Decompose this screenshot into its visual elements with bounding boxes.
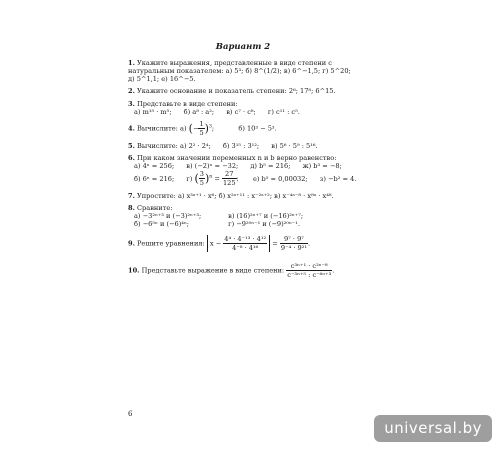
item-b: б) x²ᵃ⁺¹¹ : x⁻²ᵃ⁺²; xyxy=(218,191,273,200)
item-z: з) −b² = 4. xyxy=(319,174,357,183)
task-1 xyxy=(128,59,358,84)
item-g: г) −9²⁰ⁿ⁻¹ и (−9)²⁰ⁿ⁻¹. xyxy=(228,220,301,229)
task-text: Вычислите: xyxy=(137,141,178,150)
task-8-row-2 xyxy=(134,220,358,228)
task-8 xyxy=(128,204,358,229)
task-text: Упростите: xyxy=(137,191,176,200)
item-b: б) 3¹⁵ : 3¹²; xyxy=(222,141,260,150)
task-number: 3. xyxy=(128,99,135,108)
item-v: в) (16)²ⁿ⁺⁷ и (−16)²ⁿ⁺⁷; xyxy=(228,212,304,221)
denominator: c⁻³ⁿ⁺⁵ : c⁻⁶ⁿ⁺³ xyxy=(287,271,332,280)
fraction xyxy=(280,235,308,252)
task-text: Укажите основание и показатель степени: 2⁶; 17⁸; 6^15. xyxy=(137,87,336,96)
task-number: 6. xyxy=(128,153,135,162)
task-number: 7. xyxy=(128,191,135,200)
item-a: а) 4ⁿ = 256; xyxy=(134,161,175,170)
paren-right: ) xyxy=(204,121,209,135)
item-c: в) x⁻⁴ᵃ⁻⁸ · x⁸ᵃ · x⁴⁸. xyxy=(274,191,334,200)
task-7 xyxy=(128,192,358,200)
item-g: г) xyxy=(186,174,193,183)
item-v: в) (−2)ⁿ = −32; xyxy=(186,161,239,170)
item-e: е) b⁵ = 0,00032; xyxy=(252,174,308,183)
task-number: 8. xyxy=(128,203,135,212)
fraction: $\frac{1}{5}$ xyxy=(199,120,204,138)
numerator: c³ⁿ⁺¹ · c²ⁿ⁻⁸ xyxy=(286,262,332,271)
page-number: 6 xyxy=(128,410,133,418)
item-b: б) a⁸ : a²; xyxy=(183,107,215,116)
task-text: Укажите выражения, представленные в виде степени с натуральным показателем: а) 5³; б) 8^(1/2); в) 6^−1,5; г) 5^20; д) 5^1,1; е) 16^−5. xyxy=(128,58,351,84)
worksheet-page xyxy=(128,42,358,284)
task-text: При каком значении переменных n и b верно равенство: xyxy=(137,153,337,162)
lhs-prefix: x − xyxy=(209,239,222,248)
task-number: 9. xyxy=(128,239,135,248)
item-a: а) −3²ⁿ⁺³ и (−3)²ⁿ⁺³; xyxy=(134,212,202,221)
task-text: Представьте в виде степени: xyxy=(137,99,238,108)
task-text: Сравните: xyxy=(137,203,173,212)
task-text: Решите уравнения: xyxy=(137,239,205,248)
task-3-items xyxy=(134,108,358,116)
task-9: 9. Решите уравнения: x − $\frac{\text{4⁴ · 4⁻¹³ · 4¹²}}{\text{4⁻⁸ · 4¹⁶}}$ = $\frac{\text{9⁷ · 9⁷}}{\text{9⁻⁴ · 9²¹}}$ . xyxy=(128,234,311,252)
task-4: 4. Вычислите: а) (− $\frac{1}{5}$ )$^3$; б) 10³ − 5³. xyxy=(128,120,277,138)
task-6 xyxy=(128,154,358,188)
fraction: $\frac{27}{125}$ xyxy=(222,170,236,188)
absolute-value xyxy=(207,235,270,252)
item-b: б) 6ⁿ = 216; xyxy=(134,174,175,183)
item-a: а) xyxy=(180,124,187,133)
item-c: в) 5⁶ · 5⁹ : 5¹⁶. xyxy=(271,141,318,150)
numerator: 9⁷ · 9⁷ xyxy=(280,235,308,244)
watermark-badge: universal.by xyxy=(374,415,492,442)
task-6-row-2: б) 6ⁿ = 216; г) ( $\frac{3}{5}$ )$^n$ = $\frac{27}{125}$ ; е) b⁵ = 0,00032; з) −b² = 4. xyxy=(134,170,357,188)
task-5 xyxy=(128,142,358,150)
variant-title: Вариант 2 xyxy=(215,42,271,52)
task-2 xyxy=(128,87,358,95)
task-number: 2. xyxy=(128,87,135,96)
denominator: 9⁻⁴ · 9²¹ xyxy=(280,243,307,252)
task-3 xyxy=(128,100,358,116)
task-text: Представьте выражение в виде степени: xyxy=(141,266,285,275)
item-a: а) x³ᵃ⁺¹ · x⁶; xyxy=(177,191,217,200)
item-b: б) 10³ − 5³. xyxy=(238,124,277,133)
task-number: 5. xyxy=(128,141,135,150)
task-number: 4. xyxy=(128,124,135,133)
task-8-row-1 xyxy=(134,212,358,220)
paren-left: ( xyxy=(188,121,193,135)
fraction xyxy=(223,235,267,252)
item-b: б) −6⁵ⁿ и (−6)⁴ⁿ; xyxy=(134,220,190,229)
equals-sign: = xyxy=(272,239,278,248)
item-d: д) b⁵ = 216; xyxy=(250,161,291,170)
task-number: 1. xyxy=(128,58,135,67)
fraction: $\frac{3}{5}$ xyxy=(199,170,204,188)
item-a: а) 2² · 2⁴; xyxy=(180,141,211,150)
item-d: г) c¹¹ : c⁵. xyxy=(267,107,300,116)
task-6-row-1 xyxy=(134,162,358,170)
fraction xyxy=(286,262,332,279)
task-number: 10. xyxy=(128,266,140,275)
task-text: Вычислите: xyxy=(137,124,178,133)
item-a: а) m¹⁵ · m⁵; xyxy=(134,107,172,116)
denominator: 4⁻⁸ · 4¹⁶ xyxy=(232,243,259,252)
item-zh: ж) b³ = −8; xyxy=(302,161,342,170)
item-c: в) c⁷ · c⁸; xyxy=(226,107,256,116)
numerator: 4⁴ · 4⁻¹³ · 4¹² xyxy=(224,234,267,243)
task-10: 10. Представьте выражение в виде степени: $\frac{\text{c³ⁿ⁺¹ · c²ⁿ⁻⁸}}{\text{c⁻³ⁿ⁺⁵ : c⁻⁶ⁿ⁺³}}$ . xyxy=(128,262,335,280)
